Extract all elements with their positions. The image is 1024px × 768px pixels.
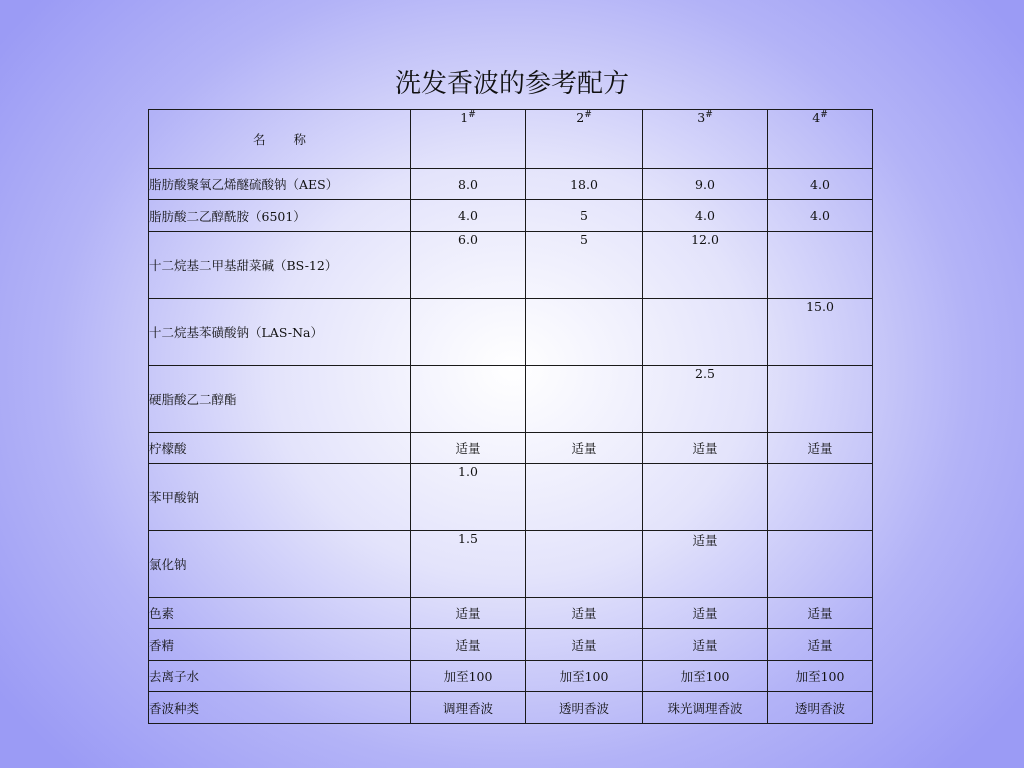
row-value	[526, 531, 643, 598]
row-value: 4.0	[768, 169, 873, 200]
row-value: 15.0	[768, 299, 873, 366]
table-row	[149, 366, 873, 433]
row-value: 珠光调理香波	[643, 692, 768, 724]
row-name: 色素	[149, 598, 411, 629]
row-value: 调理香波	[411, 692, 526, 724]
row-value	[411, 366, 526, 433]
row-name: 硬脂酸乙二醇酯	[149, 366, 411, 433]
header-name-char-1: 名	[252, 132, 266, 147]
row-value: 4.0	[411, 200, 526, 232]
row-value: 适量	[768, 629, 873, 661]
row-value: 加至100	[643, 661, 768, 692]
row-name: 去离子水	[149, 661, 411, 692]
table-row	[149, 464, 873, 531]
table-row	[149, 299, 873, 366]
row-value: 1.5	[411, 531, 526, 598]
header-col-2	[526, 110, 643, 169]
row-value	[768, 464, 873, 531]
row-value: 适量	[643, 598, 768, 629]
row-value	[768, 531, 873, 598]
row-value: 适量	[526, 598, 643, 629]
row-value: 适量	[643, 629, 768, 661]
header-name-cell	[149, 110, 411, 169]
header-col-3-number: 3	[697, 110, 706, 126]
formula-table	[148, 109, 873, 724]
header-col-1	[411, 110, 526, 169]
table-row	[149, 433, 873, 464]
header-col-2-number: 2	[576, 110, 585, 126]
header-col-3	[643, 110, 768, 169]
row-value: 4.0	[768, 200, 873, 232]
row-value	[768, 366, 873, 433]
row-name: 十二烷基二甲基甜菜碱（BS-12）	[149, 232, 411, 299]
row-value: 5	[526, 232, 643, 299]
table-row	[149, 232, 873, 299]
header-col-1-mark: #	[468, 110, 476, 120]
header-col-3-mark: #	[705, 110, 713, 120]
header-col-4-number: 4	[812, 110, 821, 126]
row-value	[411, 299, 526, 366]
row-value: 4.0	[643, 200, 768, 232]
row-value: 8.0	[411, 169, 526, 200]
row-value: 适量	[643, 531, 768, 598]
row-value: 加至100	[526, 661, 643, 692]
row-value: 适量	[768, 598, 873, 629]
table-row	[149, 531, 873, 598]
row-value: 2.5	[643, 366, 768, 433]
header-col-4	[768, 110, 873, 169]
table-header-row	[149, 110, 873, 169]
row-value: 5	[526, 200, 643, 232]
row-value: 12.0	[643, 232, 768, 299]
header-col-1-number: 1	[460, 110, 469, 126]
row-value: 透明香波	[768, 692, 873, 724]
row-value	[643, 299, 768, 366]
row-value: 适量	[643, 433, 768, 464]
row-value: 适量	[526, 629, 643, 661]
row-value: 适量	[768, 433, 873, 464]
header-name-char-2: 称	[293, 132, 307, 147]
row-value: 1.0	[411, 464, 526, 531]
header-col-4-mark: #	[820, 110, 828, 120]
row-value	[526, 366, 643, 433]
row-value: 透明香波	[526, 692, 643, 724]
row-value: 18.0	[526, 169, 643, 200]
row-value: 适量	[526, 433, 643, 464]
row-value: 适量	[411, 598, 526, 629]
table-row	[149, 661, 873, 692]
row-name: 脂肪酸聚氧乙烯醚硫酸钠（AES）	[149, 169, 411, 200]
row-name: 脂肪酸二乙醇酰胺（6501）	[149, 200, 411, 232]
row-name: 十二烷基苯磺酸钠（LAS-Na）	[149, 299, 411, 366]
row-value	[643, 464, 768, 531]
table-row	[149, 629, 873, 661]
table-row	[149, 598, 873, 629]
table-row	[149, 169, 873, 200]
row-value	[768, 232, 873, 299]
header-col-2-mark: #	[584, 110, 592, 120]
table-row	[149, 692, 873, 724]
page-title: 洗发香波的参考配方	[394, 69, 629, 99]
row-value: 适量	[411, 433, 526, 464]
row-name: 柠檬酸	[149, 433, 411, 464]
row-value: 加至100	[411, 661, 526, 692]
row-value: 9.0	[643, 169, 768, 200]
row-value: 6.0	[411, 232, 526, 299]
row-name: 氯化钠	[149, 531, 411, 598]
table-row	[149, 200, 873, 232]
row-value	[526, 464, 643, 531]
row-value: 加至100	[768, 661, 873, 692]
row-name: 香精	[149, 629, 411, 661]
row-name: 香波种类	[149, 692, 411, 724]
row-name: 苯甲酸钠	[149, 464, 411, 531]
row-value	[526, 299, 643, 366]
row-value: 适量	[411, 629, 526, 661]
